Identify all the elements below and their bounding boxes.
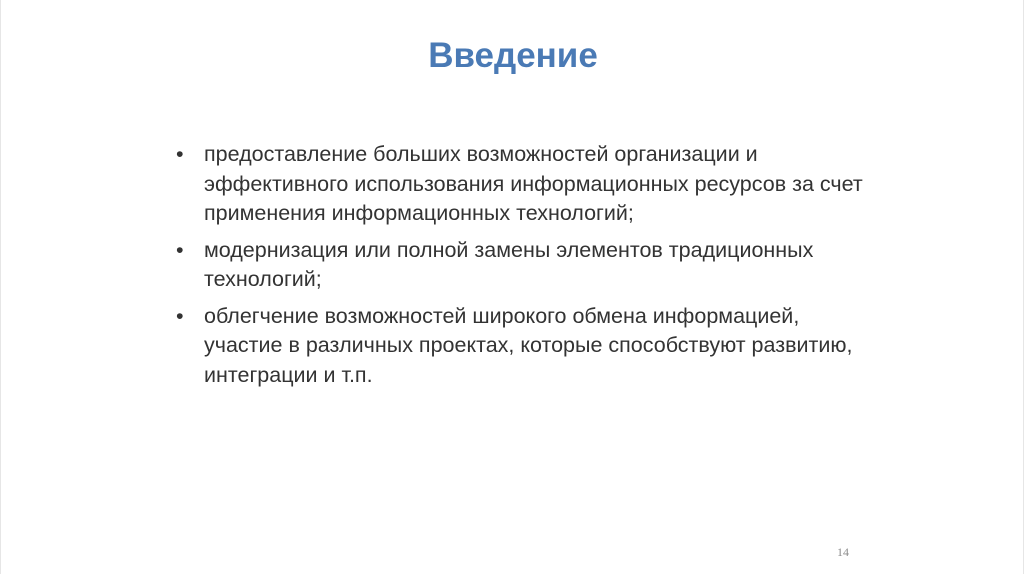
bullet-text: облегчение возможностей широкого обмена информацией, участие в различных проектах, которые способствуют развитию, интеграции и т.п.: [204, 303, 853, 387]
bullet-item: [176, 302, 876, 391]
bullet-dot-icon: •: [176, 142, 184, 166]
bullet-dot-icon: •: [176, 237, 184, 262]
slide-title: Введение: [428, 36, 598, 75]
bullet-list: [176, 140, 876, 397]
page-number: 14: [837, 545, 849, 559]
bullet-item: [176, 140, 876, 229]
bullet-dot-icon: •: [176, 303, 184, 328]
bullet-text: модернизация или полной замены элементов традиционных технологий;: [204, 237, 814, 291]
bullet-item: [176, 236, 876, 295]
bullet-text: предоставление больших возможностей организации и эффективного использования информационных ресурсов за счет применения информационных технологий;: [204, 142, 863, 225]
